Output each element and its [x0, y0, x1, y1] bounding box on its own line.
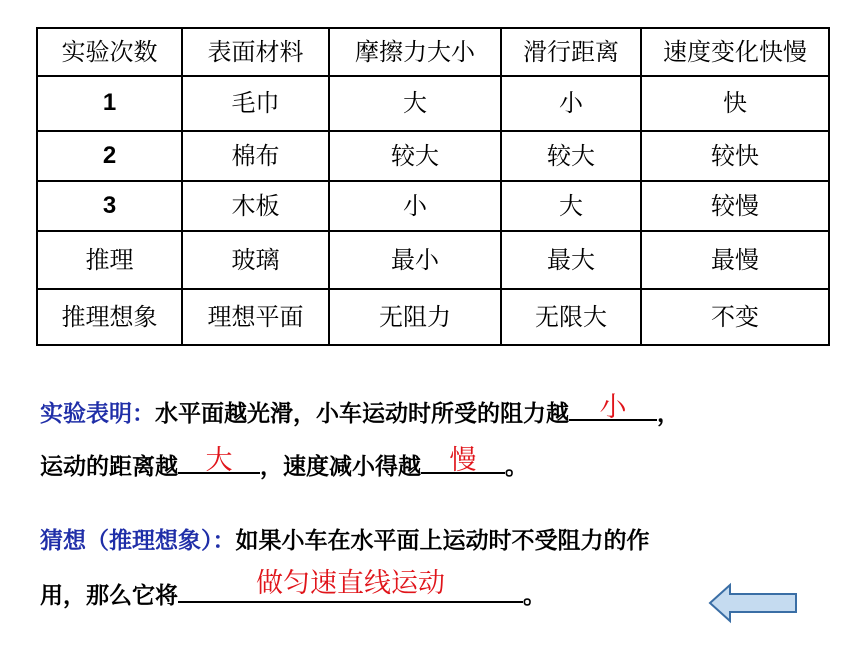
- experiment-table: [36, 27, 830, 346]
- answer-blank: [178, 568, 523, 603]
- table-cell: 快: [641, 76, 829, 130]
- answer-text: 做匀速直线运动: [256, 568, 445, 599]
- guess-label: 猜想（推理想象）：: [40, 528, 236, 554]
- table-row: [37, 76, 829, 130]
- table-cell: 理想平面: [182, 289, 329, 345]
- guess-line-1: [40, 522, 650, 555]
- table-cell: 推理: [37, 231, 182, 288]
- table-cell: 大: [329, 76, 501, 130]
- guess-text: 用，那么它将: [40, 583, 178, 609]
- answer-text: 小: [599, 392, 627, 423]
- conclusion-line-1: [40, 393, 680, 428]
- table-cell: 2: [37, 131, 182, 181]
- table-header-row: [37, 28, 829, 76]
- answer-text: 慢: [449, 445, 477, 476]
- table-cell: 最小: [329, 231, 501, 288]
- header-cell: 摩擦力大小: [329, 28, 501, 76]
- conclusion-text: ，: [657, 401, 680, 427]
- guess-text: 。: [523, 583, 546, 609]
- table-cell: 小: [501, 76, 641, 130]
- answer-text: 大: [205, 445, 233, 476]
- header-cell: 实验次数: [37, 28, 182, 76]
- table-cell: 无限大: [501, 289, 641, 345]
- table-cell: 毛巾: [182, 76, 329, 130]
- table-cell: 较大: [329, 131, 501, 181]
- table-cell: 玻璃: [182, 231, 329, 288]
- table-cell: 大: [501, 181, 641, 231]
- conclusion-text: ，速度减小得越: [260, 454, 421, 480]
- table-cell: 最慢: [641, 231, 829, 288]
- header-cell: 表面材料: [182, 28, 329, 76]
- table-cell: 最大: [501, 231, 641, 288]
- table-cell: 不变: [641, 289, 829, 345]
- table-cell: 较快: [641, 131, 829, 181]
- answer-blank: [569, 393, 657, 421]
- conclusion-line-2: [40, 446, 528, 481]
- header-cell: 滑行距离: [501, 28, 641, 76]
- table-row: [37, 131, 829, 181]
- table-cell: 1: [37, 76, 182, 130]
- table-cell: 无阻力: [329, 289, 501, 345]
- table-row: [37, 231, 829, 288]
- left-arrow-icon[interactable]: [708, 582, 800, 624]
- conclusion-text: 。: [505, 454, 528, 480]
- conclusion-text: 水平面越光滑，小车运动时所受的阻力越: [155, 401, 569, 427]
- conclusion-text: 运动的距离越: [40, 454, 178, 480]
- answer-blank: [421, 446, 505, 474]
- table-cell: 较大: [501, 131, 641, 181]
- table-cell: 棉布: [182, 131, 329, 181]
- answer-blank: [178, 446, 260, 474]
- header-cell: 速度变化快慢: [641, 28, 829, 76]
- guess-line-2: [40, 568, 546, 610]
- conclusion-label: 实验表明：: [40, 401, 155, 427]
- table-cell: 小: [329, 181, 501, 231]
- guess-text: 如果小车在水平面上运动时不受阻力的作: [235, 528, 650, 554]
- table-cell: 推理想象: [37, 289, 182, 345]
- table-cell: 较慢: [641, 181, 829, 231]
- table-cell: 木板: [182, 181, 329, 231]
- table-row: [37, 181, 829, 231]
- table-cell: 3: [37, 181, 182, 231]
- table-row: [37, 289, 829, 345]
